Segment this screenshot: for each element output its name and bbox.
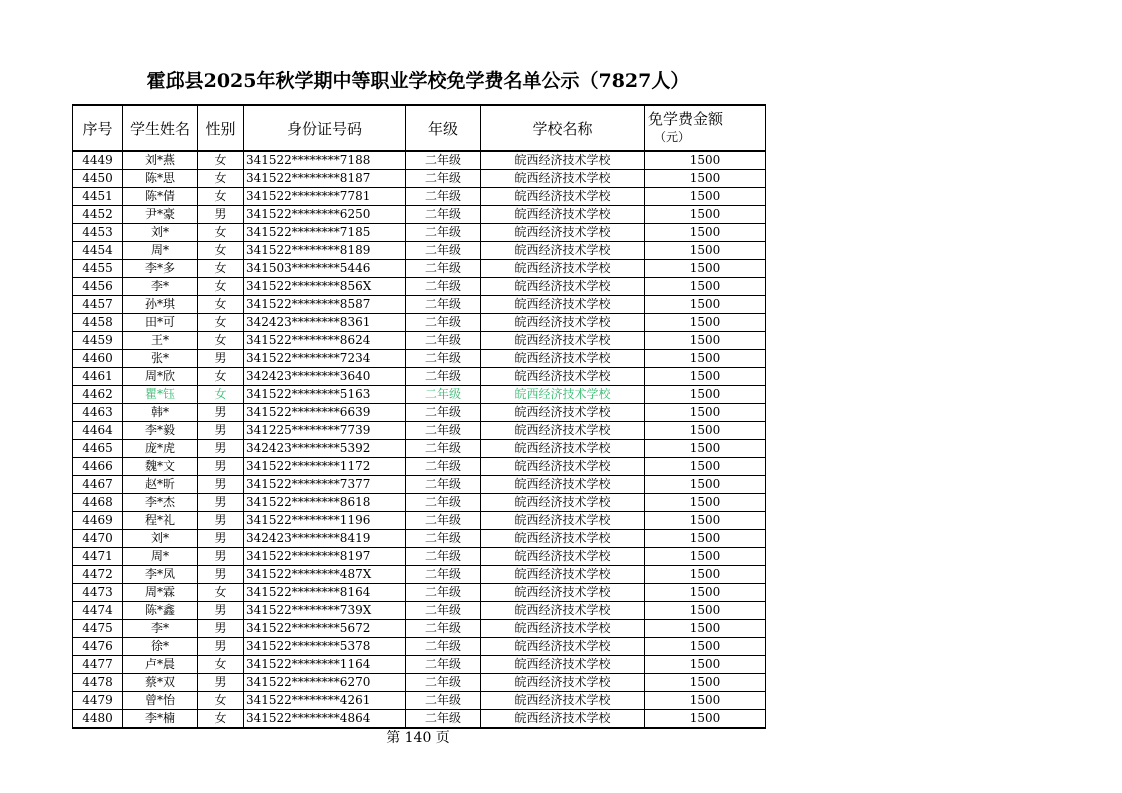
cell-grade: 二年级 [406,404,481,422]
col-header-seq: 序号 [73,105,123,151]
cell-seq: 4461 [73,368,123,386]
cell-seq: 4476 [73,638,123,656]
cell-name: 陈*鑫 [123,602,198,620]
cell-grade: 二年级 [406,188,481,206]
cell-sex: 女 [198,151,244,170]
cell-amount: 1500 [645,602,766,620]
cell-name: 曾*怡 [123,692,198,710]
table-row [73,602,766,620]
table-row [73,674,766,692]
table-row [73,476,766,494]
cell-name: 李*凤 [123,566,198,584]
cell-grade: 二年级 [406,151,481,170]
cell-amount: 1500 [645,584,766,602]
cell-id: 341522********8197 [244,548,406,566]
table-row [73,170,766,188]
cell-seq: 4480 [73,710,123,729]
cell-sex: 男 [198,422,244,440]
cell-name: 李*多 [123,260,198,278]
cell-amount: 1500 [645,224,766,242]
cell-grade: 二年级 [406,602,481,620]
cell-grade: 二年级 [406,584,481,602]
table-row [73,151,766,170]
table-row [73,206,766,224]
cell-id: 341522********8187 [244,170,406,188]
cell-sex: 女 [198,692,244,710]
document-title: 霍邱县2025年秋学期中等职业学校免学费名单公示（7827人） [146,70,690,92]
cell-school: 皖西经济技术学校 [481,422,645,440]
table-row [73,350,766,368]
cell-id: 341522********8164 [244,584,406,602]
table-row [73,188,766,206]
cell-id: 341522********7377 [244,476,406,494]
cell-amount: 1500 [645,638,766,656]
cell-seq: 4473 [73,584,123,602]
cell-school: 皖西经济技术学校 [481,602,645,620]
cell-id: 341225********7739 [244,422,406,440]
cell-seq: 4455 [73,260,123,278]
cell-name: 李*杰 [123,494,198,512]
cell-name: 赵*昕 [123,476,198,494]
cell-sex: 男 [198,620,244,638]
cell-name: 尹*豪 [123,206,198,224]
cell-name: 李*毅 [123,422,198,440]
cell-school: 皖西经济技术学校 [481,350,645,368]
cell-school: 皖西经济技术学校 [481,386,645,404]
cell-id: 341522********1196 [244,512,406,530]
table-row [73,296,766,314]
col-header-gender: 性别 [198,105,244,151]
col-header-id: 身份证号码 [244,105,406,151]
cell-school: 皖西经济技术学校 [481,530,645,548]
cell-name: 徐* [123,638,198,656]
cell-amount: 1500 [645,151,766,170]
cell-name: 卢*晨 [123,656,198,674]
cell-sex: 男 [198,638,244,656]
cell-grade: 二年级 [406,512,481,530]
cell-grade: 二年级 [406,332,481,350]
cell-id: 341503********5446 [244,260,406,278]
cell-name: 李*楠 [123,710,198,729]
cell-grade: 二年级 [406,296,481,314]
cell-seq: 4469 [73,512,123,530]
cell-amount: 1500 [645,296,766,314]
cell-sex: 男 [198,530,244,548]
cell-grade: 二年级 [406,260,481,278]
cell-id: 342423********8361 [244,314,406,332]
cell-amount: 1500 [645,530,766,548]
cell-seq: 4478 [73,674,123,692]
cell-sex: 男 [198,494,244,512]
table-row [73,440,766,458]
cell-id: 341522********8189 [244,242,406,260]
cell-grade: 二年级 [406,692,481,710]
cell-sex: 女 [198,314,244,332]
table-row [73,422,766,440]
cell-sex: 女 [198,260,244,278]
cell-sex: 男 [198,476,244,494]
cell-amount: 1500 [645,188,766,206]
cell-seq: 4468 [73,494,123,512]
cell-id: 341522********6250 [244,206,406,224]
table-row [73,404,766,422]
col-header-amount-label: 免学费金额 [648,110,724,128]
cell-seq: 4459 [73,332,123,350]
cell-school: 皖西经济技术学校 [481,638,645,656]
table-row [73,368,766,386]
cell-grade: 二年级 [406,350,481,368]
table-row [73,710,766,729]
cell-name: 陈*倩 [123,188,198,206]
cell-seq: 4454 [73,242,123,260]
cell-sex: 女 [198,656,244,674]
cell-sex: 女 [198,278,244,296]
cell-school: 皖西经济技术学校 [481,332,645,350]
cell-school: 皖西经济技术学校 [481,188,645,206]
cell-id: 341522********4864 [244,710,406,729]
table-row [73,224,766,242]
cell-name: 李* [123,620,198,638]
cell-grade: 二年级 [406,242,481,260]
cell-grade: 二年级 [406,656,481,674]
cell-seq: 4453 [73,224,123,242]
cell-grade: 二年级 [406,422,481,440]
cell-sex: 女 [198,368,244,386]
cell-seq: 4456 [73,278,123,296]
cell-sex: 男 [198,350,244,368]
cell-amount: 1500 [645,242,766,260]
cell-name: 王* [123,332,198,350]
table-row [73,512,766,530]
table-row [73,584,766,602]
cell-school: 皖西经济技术学校 [481,296,645,314]
cell-name: 庞*虎 [123,440,198,458]
table-row [73,638,766,656]
cell-sex: 女 [198,224,244,242]
cell-amount: 1500 [645,350,766,368]
cell-amount: 1500 [645,494,766,512]
cell-seq: 4472 [73,566,123,584]
cell-seq: 4471 [73,548,123,566]
cell-name: 刘*燕 [123,151,198,170]
student-roster-table [72,104,766,729]
cell-amount: 1500 [645,710,766,729]
cell-id: 341522********1172 [244,458,406,476]
cell-grade: 二年级 [406,710,481,729]
cell-amount: 1500 [645,692,766,710]
cell-school: 皖西经济技术学校 [481,206,645,224]
cell-name: 陈*思 [123,170,198,188]
cell-grade: 二年级 [406,548,481,566]
cell-name: 周* [123,548,198,566]
page-number: 第 140 页 [386,730,450,746]
table-row [73,314,766,332]
cell-seq: 4450 [73,170,123,188]
cell-school: 皖西经济技术学校 [481,404,645,422]
cell-seq: 4463 [73,404,123,422]
cell-name: 程*礼 [123,512,198,530]
cell-sex: 男 [198,440,244,458]
cell-id: 341522********739X [244,602,406,620]
cell-amount: 1500 [645,458,766,476]
cell-id: 341522********5672 [244,620,406,638]
cell-name: 周*欣 [123,368,198,386]
cell-seq: 4458 [73,314,123,332]
cell-amount: 1500 [645,440,766,458]
cell-name: 周* [123,242,198,260]
roster-body [73,151,766,728]
cell-amount: 1500 [645,476,766,494]
cell-school: 皖西经济技术学校 [481,494,645,512]
cell-school: 皖西经济技术学校 [481,224,645,242]
col-header-school: 学校名称 [481,105,645,151]
cell-id: 341522********7234 [244,350,406,368]
cell-seq: 4451 [73,188,123,206]
cell-sex: 男 [198,566,244,584]
cell-seq: 4462 [73,386,123,404]
cell-school: 皖西经济技术学校 [481,151,645,170]
cell-sex: 女 [198,188,244,206]
table-row [73,566,766,584]
table-row [73,494,766,512]
cell-amount: 1500 [645,170,766,188]
cell-name: 田*可 [123,314,198,332]
cell-grade: 二年级 [406,206,481,224]
cell-school: 皖西经济技术学校 [481,458,645,476]
cell-name: 蔡*双 [123,674,198,692]
cell-school: 皖西经济技术学校 [481,548,645,566]
cell-school: 皖西经济技术学校 [481,278,645,296]
table-row [73,386,766,404]
cell-school: 皖西经济技术学校 [481,584,645,602]
table-row [73,242,766,260]
cell-seq: 4449 [73,151,123,170]
cell-amount: 1500 [645,260,766,278]
cell-amount: 1500 [645,368,766,386]
cell-id: 341522********5163 [244,386,406,404]
cell-sex: 男 [198,602,244,620]
cell-sex: 女 [198,386,244,404]
cell-grade: 二年级 [406,530,481,548]
cell-id: 341522********6639 [244,404,406,422]
table-row [73,530,766,548]
cell-id: 341522********856X [244,278,406,296]
cell-sex: 男 [198,404,244,422]
cell-seq: 4474 [73,602,123,620]
cell-amount: 1500 [645,656,766,674]
cell-amount: 1500 [645,404,766,422]
cell-seq: 4457 [73,296,123,314]
cell-id: 341522********7185 [244,224,406,242]
cell-sex: 女 [198,170,244,188]
cell-amount: 1500 [645,548,766,566]
cell-id: 341522********7188 [244,151,406,170]
cell-seq: 4466 [73,458,123,476]
cell-grade: 二年级 [406,170,481,188]
cell-school: 皖西经济技术学校 [481,440,645,458]
col-header-name: 学生姓名 [123,105,198,151]
table-row [73,278,766,296]
cell-school: 皖西经济技术学校 [481,692,645,710]
cell-id: 341522********6270 [244,674,406,692]
cell-school: 皖西经济技术学校 [481,566,645,584]
cell-grade: 二年级 [406,620,481,638]
cell-grade: 二年级 [406,494,481,512]
cell-grade: 二年级 [406,566,481,584]
cell-sex: 女 [198,296,244,314]
table-row [73,332,766,350]
cell-seq: 4460 [73,350,123,368]
cell-school: 皖西经济技术学校 [481,476,645,494]
cell-id: 341522********7781 [244,188,406,206]
cell-amount: 1500 [645,674,766,692]
cell-name: 李* [123,278,198,296]
cell-amount: 1500 [645,386,766,404]
cell-amount: 1500 [645,422,766,440]
cell-school: 皖西经济技术学校 [481,512,645,530]
cell-school: 皖西经济技术学校 [481,170,645,188]
cell-sex: 女 [198,584,244,602]
cell-id: 341522********1164 [244,656,406,674]
cell-grade: 二年级 [406,278,481,296]
cell-grade: 二年级 [406,314,481,332]
table-row [73,548,766,566]
cell-school: 皖西经济技术学校 [481,710,645,729]
cell-school: 皖西经济技术学校 [481,368,645,386]
cell-id: 342423********3640 [244,368,406,386]
cell-grade: 二年级 [406,440,481,458]
cell-school: 皖西经济技术学校 [481,656,645,674]
cell-name: 刘* [123,530,198,548]
col-header-amount-unit: （元） [654,130,691,144]
cell-school: 皖西经济技术学校 [481,674,645,692]
cell-amount: 1500 [645,278,766,296]
cell-amount: 1500 [645,206,766,224]
header-row [73,105,766,151]
cell-id: 342423********5392 [244,440,406,458]
cell-seq: 4452 [73,206,123,224]
cell-school: 皖西经济技术学校 [481,314,645,332]
cell-name: 张* [123,350,198,368]
table-row [73,458,766,476]
cell-grade: 二年级 [406,638,481,656]
cell-amount: 1500 [645,314,766,332]
cell-id: 341522********8624 [244,332,406,350]
cell-seq: 4477 [73,656,123,674]
cell-seq: 4464 [73,422,123,440]
table-row [73,692,766,710]
table-row [73,260,766,278]
cell-amount: 1500 [645,332,766,350]
cell-grade: 二年级 [406,386,481,404]
table-row [73,656,766,674]
cell-amount: 1500 [645,620,766,638]
col-header-grade: 年级 [406,105,481,151]
cell-grade: 二年级 [406,674,481,692]
cell-seq: 4465 [73,440,123,458]
cell-id: 342423********8419 [244,530,406,548]
cell-seq: 4475 [73,620,123,638]
cell-amount: 1500 [645,566,766,584]
cell-name: 刘* [123,224,198,242]
cell-school: 皖西经济技术学校 [481,620,645,638]
cell-seq: 4479 [73,692,123,710]
cell-school: 皖西经济技术学校 [481,260,645,278]
cell-name: 瞿*钰 [123,386,198,404]
cell-seq: 4470 [73,530,123,548]
cell-id: 341522********4261 [244,692,406,710]
cell-name: 韩* [123,404,198,422]
cell-grade: 二年级 [406,224,481,242]
cell-id: 341522********8587 [244,296,406,314]
cell-sex: 男 [198,206,244,224]
cell-sex: 女 [198,242,244,260]
cell-sex: 女 [198,332,244,350]
cell-name: 孙*琪 [123,296,198,314]
cell-sex: 男 [198,674,244,692]
table-row [73,620,766,638]
cell-id: 341522********5378 [244,638,406,656]
cell-school: 皖西经济技术学校 [481,242,645,260]
cell-sex: 男 [198,458,244,476]
cell-grade: 二年级 [406,458,481,476]
cell-name: 周*霖 [123,584,198,602]
cell-id: 341522********487X [244,566,406,584]
cell-sex: 女 [198,710,244,729]
cell-amount: 1500 [645,512,766,530]
cell-sex: 男 [198,548,244,566]
cell-id: 341522********8618 [244,494,406,512]
cell-seq: 4467 [73,476,123,494]
cell-grade: 二年级 [406,368,481,386]
cell-sex: 男 [198,512,244,530]
cell-name: 魏*文 [123,458,198,476]
col-header-amount [645,105,766,151]
cell-grade: 二年级 [406,476,481,494]
